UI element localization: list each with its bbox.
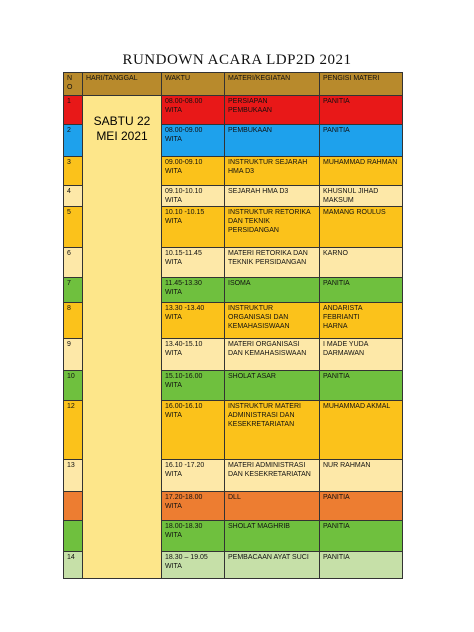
header-pengisi-materi: PENGISI MATERI xyxy=(319,72,403,96)
row-pengisi: PANITIA xyxy=(319,95,403,125)
row-waktu: 15.10-16.00 WITA xyxy=(161,370,225,401)
row-materi: SEJARAH HMA D3 xyxy=(224,185,320,207)
row-waktu: 10.10 -10.15 WITA xyxy=(161,206,225,248)
row-materi: MATERI ORGANISASI DAN KEMAHASISWAAN xyxy=(224,338,320,371)
row-no: 10 xyxy=(63,370,83,401)
row-waktu: 18.00-18.30 WITA xyxy=(161,520,225,552)
row-no: 7 xyxy=(63,277,83,303)
row-pengisi: KARNO xyxy=(319,247,403,278)
row-pengisi: PANITIA xyxy=(319,124,403,157)
row-waktu: 08.00-09.00 WITA xyxy=(161,124,225,157)
row-no: 1 xyxy=(63,95,83,125)
row-no xyxy=(63,491,83,521)
row-pengisi: MAMANG ROULUS xyxy=(319,206,403,248)
row-materi: INSTRUKTUR SEJARAH HMA D3 xyxy=(224,156,320,186)
row-pengisi: ANDARISTA FEBRIANTI HARNA xyxy=(319,302,403,339)
document-title: RUNDOWN ACARA LDP2D 2021 xyxy=(122,52,352,68)
header-no: N O xyxy=(63,72,83,96)
row-pengisi: KHUSNUL JIHAD MAKSUM xyxy=(319,185,403,207)
row-materi: INSTRUKTUR RETORIKA DAN TEKNIK PERSIDANGAN xyxy=(224,206,320,248)
row-no: 3 xyxy=(63,156,83,186)
row-materi: MATERI RETORIKA DAN TEKNIK PERSIDANGAN xyxy=(224,247,320,278)
row-pengisi: MUHAMMAD AKMAL xyxy=(319,400,403,460)
row-no: 2 xyxy=(63,124,83,157)
row-waktu: 08.00-08.00 WITA xyxy=(161,95,225,125)
row-pengisi: MUHAMMAD RAHMAN xyxy=(319,156,403,186)
row-no: 8 xyxy=(63,302,83,339)
row-materi: INSTRUKTUR ORGANISASI DAN KEMAHASISWAAN xyxy=(224,302,320,339)
row-waktu: 13.30 -13.40 WITA xyxy=(161,302,225,339)
row-pengisi: NUR RAHMAN xyxy=(319,459,403,492)
row-waktu: 16.00-16.10 WITA xyxy=(161,400,225,460)
row-materi: PERSIAPAN PEMBUKAAN xyxy=(224,95,320,125)
row-no: 9 xyxy=(63,338,83,371)
header-hari-tanggal: HARI/TANGGAL xyxy=(82,72,162,96)
row-pengisi: PANITIA xyxy=(319,520,403,552)
header-materi-kegiatan: MATERI/KEGIATAN xyxy=(224,72,320,96)
row-waktu: 11.45-13.30 WITA xyxy=(161,277,225,303)
row-waktu: 16.10 -17.20 WITA xyxy=(161,459,225,492)
row-waktu: 17.20-18.00 WITA xyxy=(161,491,225,521)
row-pengisi: I MADE YUDA DARMAWAN xyxy=(319,338,403,371)
row-materi: INSTRUKTUR MATERI ADMINISTRASI DAN KESEKRETARIATAN xyxy=(224,400,320,460)
date-cell: SABTU 22 MEI 2021 xyxy=(82,95,162,579)
row-materi: SHOLAT MAGHRIB xyxy=(224,520,320,552)
row-materi: MATERI ADMINISTRASI DAN KESEKRETARIATAN xyxy=(224,459,320,492)
row-waktu: 09.00-09.10 WITA xyxy=(161,156,225,186)
row-pengisi: PANITIA xyxy=(319,370,403,401)
row-waktu: 13.40-15.10 WITA xyxy=(161,338,225,371)
row-materi: PEMBACAAN AYAT SUCI xyxy=(224,551,320,579)
row-materi: SHOLAT ASAR xyxy=(224,370,320,401)
row-no: 5 xyxy=(63,206,83,248)
row-no: 12 xyxy=(63,400,83,460)
row-materi: ISOMA xyxy=(224,277,320,303)
row-waktu: 09.10-10.10 WITA xyxy=(161,185,225,207)
row-no: 4 xyxy=(63,185,83,207)
header-waktu: WAKTU xyxy=(161,72,225,96)
row-pengisi: PANITIA xyxy=(319,551,403,579)
row-no: 14 xyxy=(63,551,83,579)
row-materi: DLL xyxy=(224,491,320,521)
row-waktu: 18.30 – 19.05 WITA xyxy=(161,551,225,579)
row-no xyxy=(63,520,83,552)
row-materi: PEMBUKAAN xyxy=(224,124,320,157)
row-waktu: 10.15-11.45 WITA xyxy=(161,247,225,278)
row-no: 6 xyxy=(63,247,83,278)
row-pengisi: PANITIA xyxy=(319,491,403,521)
row-pengisi: PANITIA xyxy=(319,277,403,303)
row-no: 13 xyxy=(63,459,83,492)
